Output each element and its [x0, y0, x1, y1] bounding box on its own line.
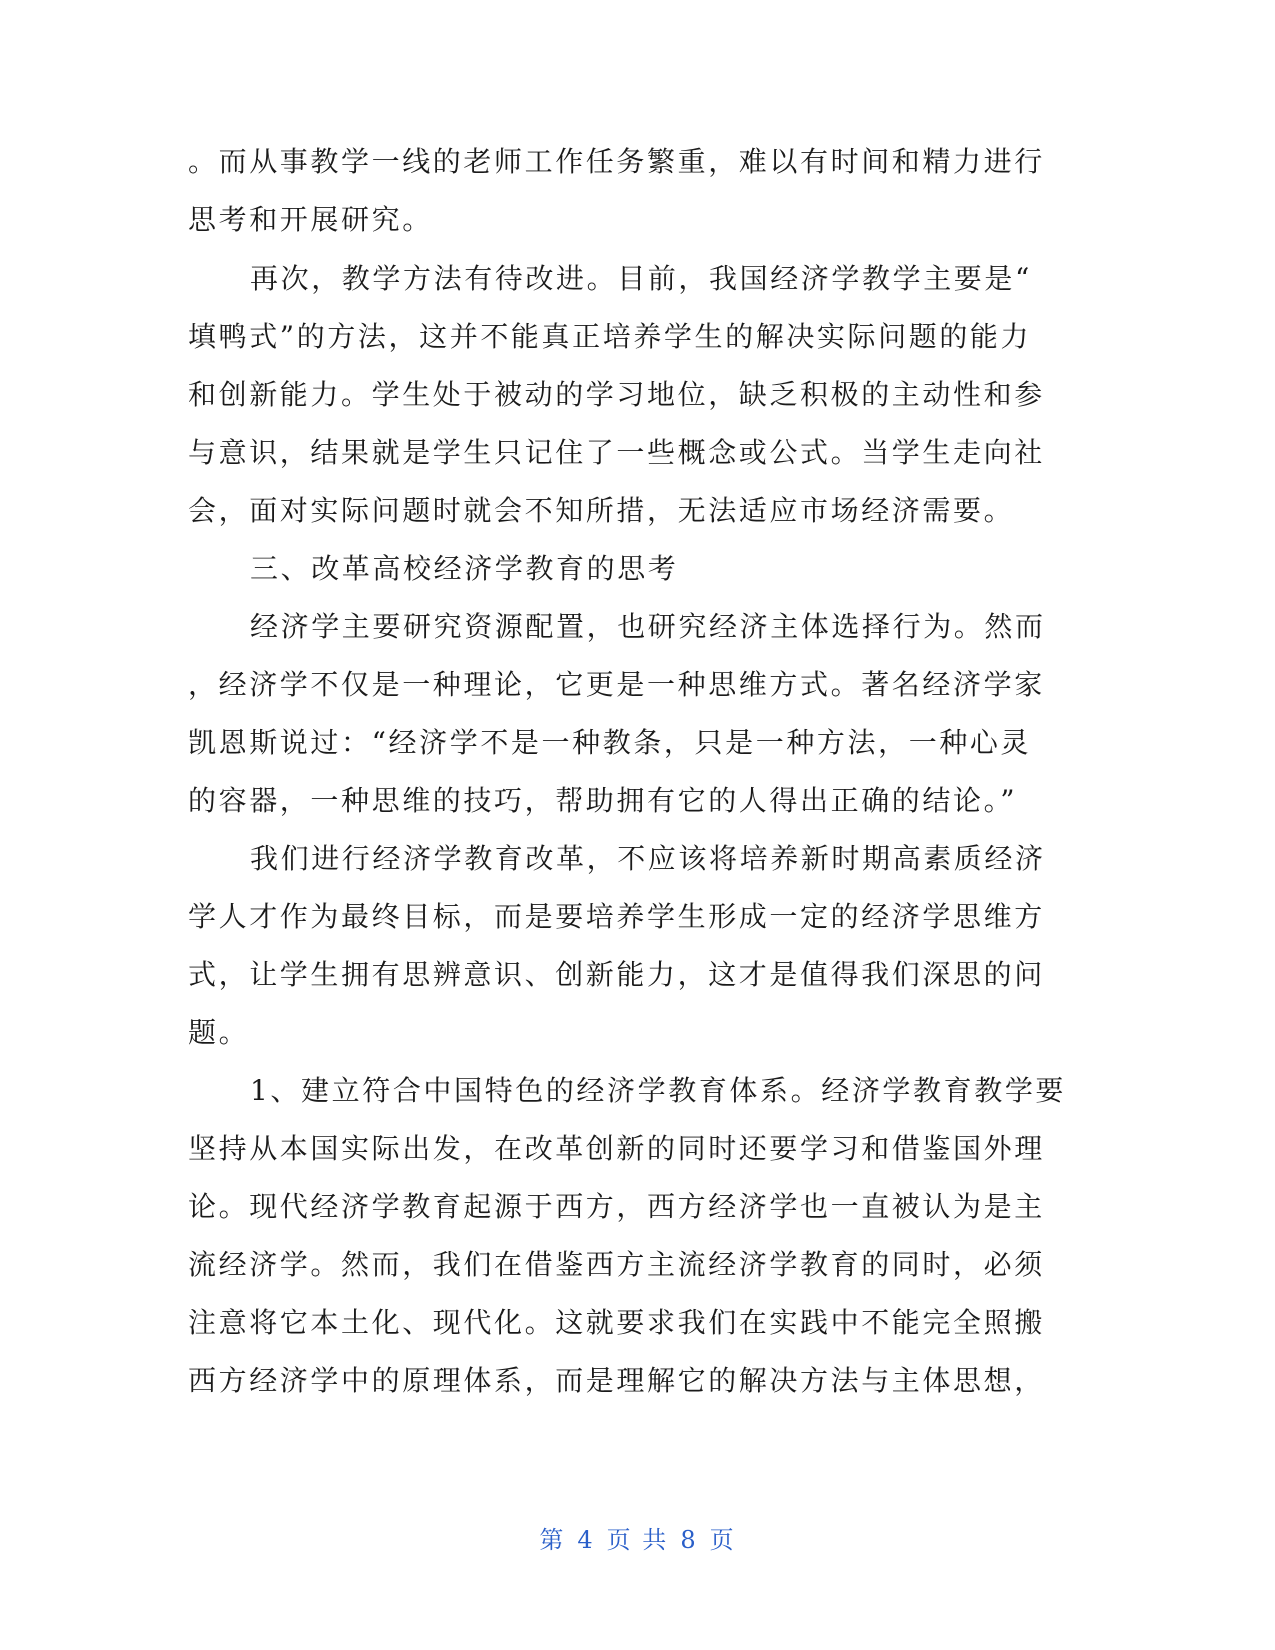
text-line: 坚持从本国实际出发，在改革创新的同时还要学习和借鉴国外理 [188, 1132, 1045, 1165]
text-line: 填鸭式”的方法，这并不能真正培养学生的解决实际问题的能力 [188, 320, 1032, 353]
text-line: 经济学主要研究资源配置，也研究经济主体选择行为。然而 [250, 610, 1046, 643]
text-line: 会，面对实际问题时就会不知所措，无法适应市场经济需要。 [188, 494, 1015, 527]
total-pages-number: 8 [680, 1526, 698, 1554]
text-line: 学人才作为最终目标，而是要培养学生形成一定的经济学思维方 [188, 900, 1045, 933]
text-line: 。而从事教学一线的老师工作任务繁重，难以有时间和精力进行 [188, 145, 1045, 178]
text-line: 注意将它本土化、现代化。这就要求我们在实践中不能完全照搬 [188, 1306, 1045, 1339]
text-line: ，经济学不仅是一种理论，它更是一种思维方式。著名经济学家 [188, 668, 1045, 701]
section-heading: 三、改革高校经济学教育的思考 [250, 552, 679, 585]
text-line: 再次，教学方法有待改进。目前，我国经济学教学主要是“ [250, 262, 1032, 295]
page-footer [0, 1524, 1275, 1556]
current-page-number: 4 [577, 1526, 595, 1554]
footer-suffix: 页 [709, 1526, 736, 1554]
text-line: 流经济学。然而，我们在借鉴西方主流经济学教育的同时，必须 [188, 1248, 1045, 1281]
footer-middle: 页 共 [606, 1526, 669, 1554]
text-line: 的容器，一种思维的技巧，帮助拥有它的人得出正确的结论。” [188, 784, 1018, 817]
text-line: 式，让学生拥有思辨意识、创新能力，这才是值得我们深思的问 [188, 958, 1045, 991]
text-line: 和创新能力。学生处于被动的学习地位，缺乏积极的主动性和参 [188, 378, 1045, 411]
text-line: 西方经济学中的原理体系，而是理解它的解决方法与主体思想， [188, 1364, 1045, 1397]
text-line: 我们进行经济学教育改革，不应该将培养新时期高素质经济 [250, 842, 1046, 875]
footer-prefix: 第 [539, 1526, 566, 1554]
text-line: 思考和开展研究。 [188, 203, 433, 236]
text-line: 凯恩斯说过：“经济学不是一种教条，只是一种方法，一种心灵 [188, 726, 1032, 759]
text-line: 题。 [188, 1016, 250, 1049]
text-line: 与意识，结果就是学生只记住了一些概念或公式。当学生走向社 [188, 436, 1045, 469]
text-line: 论。现代经济学教育起源于西方，西方经济学也一直被认为是主 [188, 1190, 1045, 1223]
text-line: 1、建立符合中国特色的经济学教育体系。经济学教育教学要 [250, 1074, 1067, 1107]
